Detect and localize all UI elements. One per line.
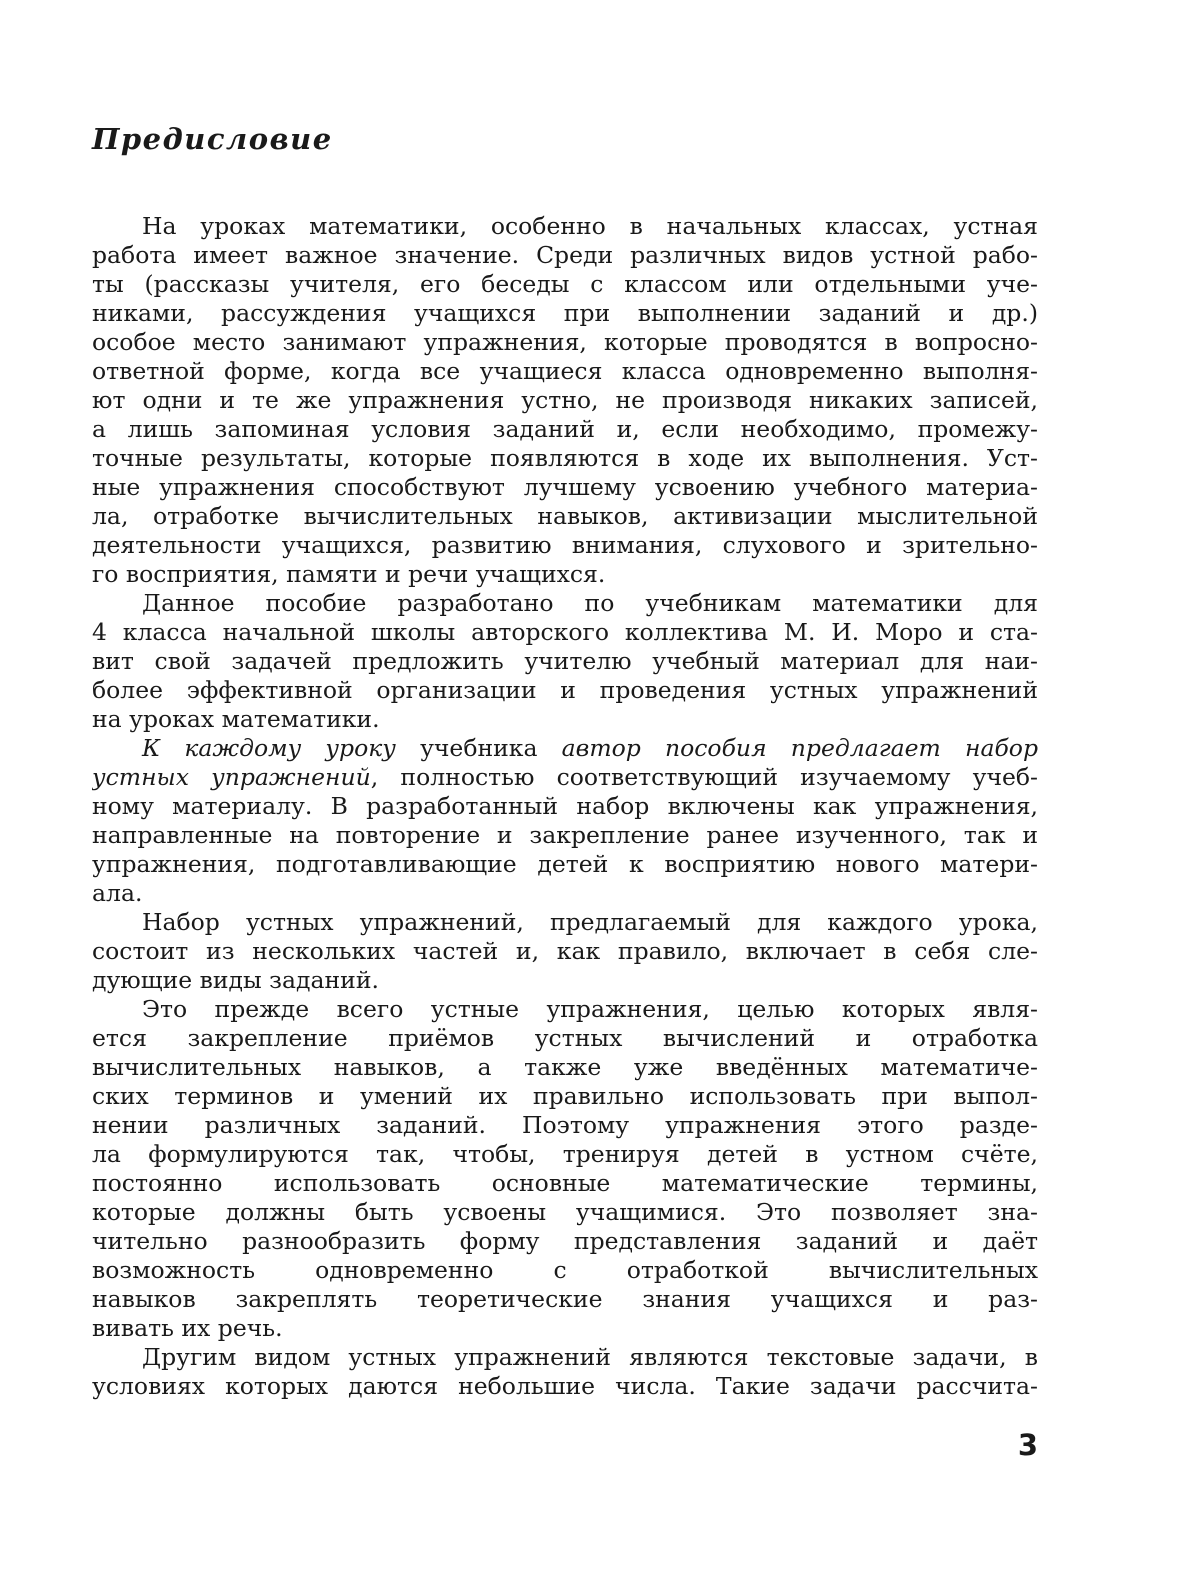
text-line: которые должны быть усвоены учащимися. Это позволяет зна- xyxy=(92,1198,1038,1226)
emphasis-text: автор пособия предлагает набор xyxy=(561,734,1038,762)
text-line: вит свой задачей предложить учителю учебный материал для наи- xyxy=(92,647,1038,675)
text-line: работа имеет важное значение. Среди различных видов устной рабо- xyxy=(92,241,1038,269)
text-line: ные упражнения способствуют лучшему усвоению учебного материа- xyxy=(92,473,1038,501)
emphasis-text: К каждому уроку xyxy=(142,734,396,762)
plain-text: , полностью соответствующий изучаемому учеб- xyxy=(370,763,1038,791)
text-line: особое место занимают упражнения, которые проводятся в вопросно- xyxy=(92,328,1038,356)
text-line: никами, рассуждения учащихся при выполнении заданий и др.) xyxy=(92,299,1038,327)
text-line: ется закрепление приёмов устных вычислений и отработка xyxy=(92,1024,1038,1052)
text-line: 4 класса начальной школы авторского коллектива М. И. Моро и ста- xyxy=(92,618,1038,646)
page-title: Предисловие xyxy=(92,122,333,156)
text-line: ла формулируются так, чтобы, тренируя детей в устном счёте, xyxy=(92,1140,1038,1168)
text-line: го восприятия, памяти и речи учащихся. xyxy=(92,560,606,588)
text-line: ному материалу. В разработанный набор включены как упражнения, xyxy=(92,792,1038,820)
text-line: точные результаты, которые появляются в ходе их выполнения. Уст- xyxy=(92,444,1038,472)
text-line: вивать их речь. xyxy=(92,1314,283,1342)
text-line: упражнения, подготавливающие детей к восприятию нового матери- xyxy=(92,850,1038,878)
text-line: вычислительных навыков, а также уже введённых математиче- xyxy=(92,1053,1038,1081)
text-line: условиях которых даются небольшие числа. Такие задачи рассчита- xyxy=(92,1372,1038,1400)
page-number: 3 xyxy=(1017,1428,1038,1462)
text-line: состоит из нескольких частей и, как правило, включает в себя сле- xyxy=(92,937,1038,965)
text-line: постоянно использовать основные математические термины, xyxy=(92,1169,1038,1197)
preface-body xyxy=(92,212,1038,1401)
text-line: Данное пособие разработано по учебникам математики для xyxy=(142,589,1038,617)
text-line: дующие виды заданий. xyxy=(92,966,379,994)
text-line: Это прежде всего устные упражнения, целью которых явля- xyxy=(142,995,1038,1023)
text-line: возможность одновременно с отработкой вычислительных xyxy=(92,1256,1038,1284)
text-line: деятельности учащихся, развитию внимания, слухового и зрительно- xyxy=(92,531,1038,559)
emphasis-text: устных упражнений xyxy=(92,763,371,791)
text-line: навыков закреплять теоретические знания учащихся и раз- xyxy=(92,1285,1038,1313)
text-line: чительно разнообразить форму представления заданий и даёт xyxy=(92,1227,1038,1255)
text-line: на уроках математики. xyxy=(92,705,380,733)
text-line: Другим видом устных упражнений являются текстовые задачи, в xyxy=(142,1343,1038,1371)
text-line: ют одни и те же упражнения устно, не производя никаких записей, xyxy=(92,386,1038,414)
text-line-mixed xyxy=(92,763,1038,792)
text-line: направленные на повторение и закрепление ранее изученного, так и xyxy=(92,821,1038,849)
text-line: ответной форме, когда все учащиеся класса одновременно выполня- xyxy=(92,357,1038,385)
text-line: Набор устных упражнений, предлагаемый для каждого урока, xyxy=(142,908,1038,936)
text-line: более эффективной организации и проведения устных упражнений xyxy=(92,676,1038,704)
text-line: а лишь запоминая условия заданий и, если необходимо, промежу- xyxy=(92,415,1038,443)
text-line: ала. xyxy=(92,879,143,907)
plain-text: учебника xyxy=(395,734,562,762)
text-line: На уроках математики, особенно в начальных классах, устная xyxy=(142,212,1038,240)
text-line: ских терминов и умений их правильно использовать при выпол- xyxy=(92,1082,1038,1110)
text-line: нении различных заданий. Поэтому упражнения этого разде- xyxy=(92,1111,1038,1139)
text-line-mixed xyxy=(92,734,1038,763)
text-line: ты (рассказы учителя, его беседы с классом или отдельными уче- xyxy=(92,270,1038,298)
text-line: ла, отработке вычислительных навыков, активизации мыслительной xyxy=(92,502,1038,530)
